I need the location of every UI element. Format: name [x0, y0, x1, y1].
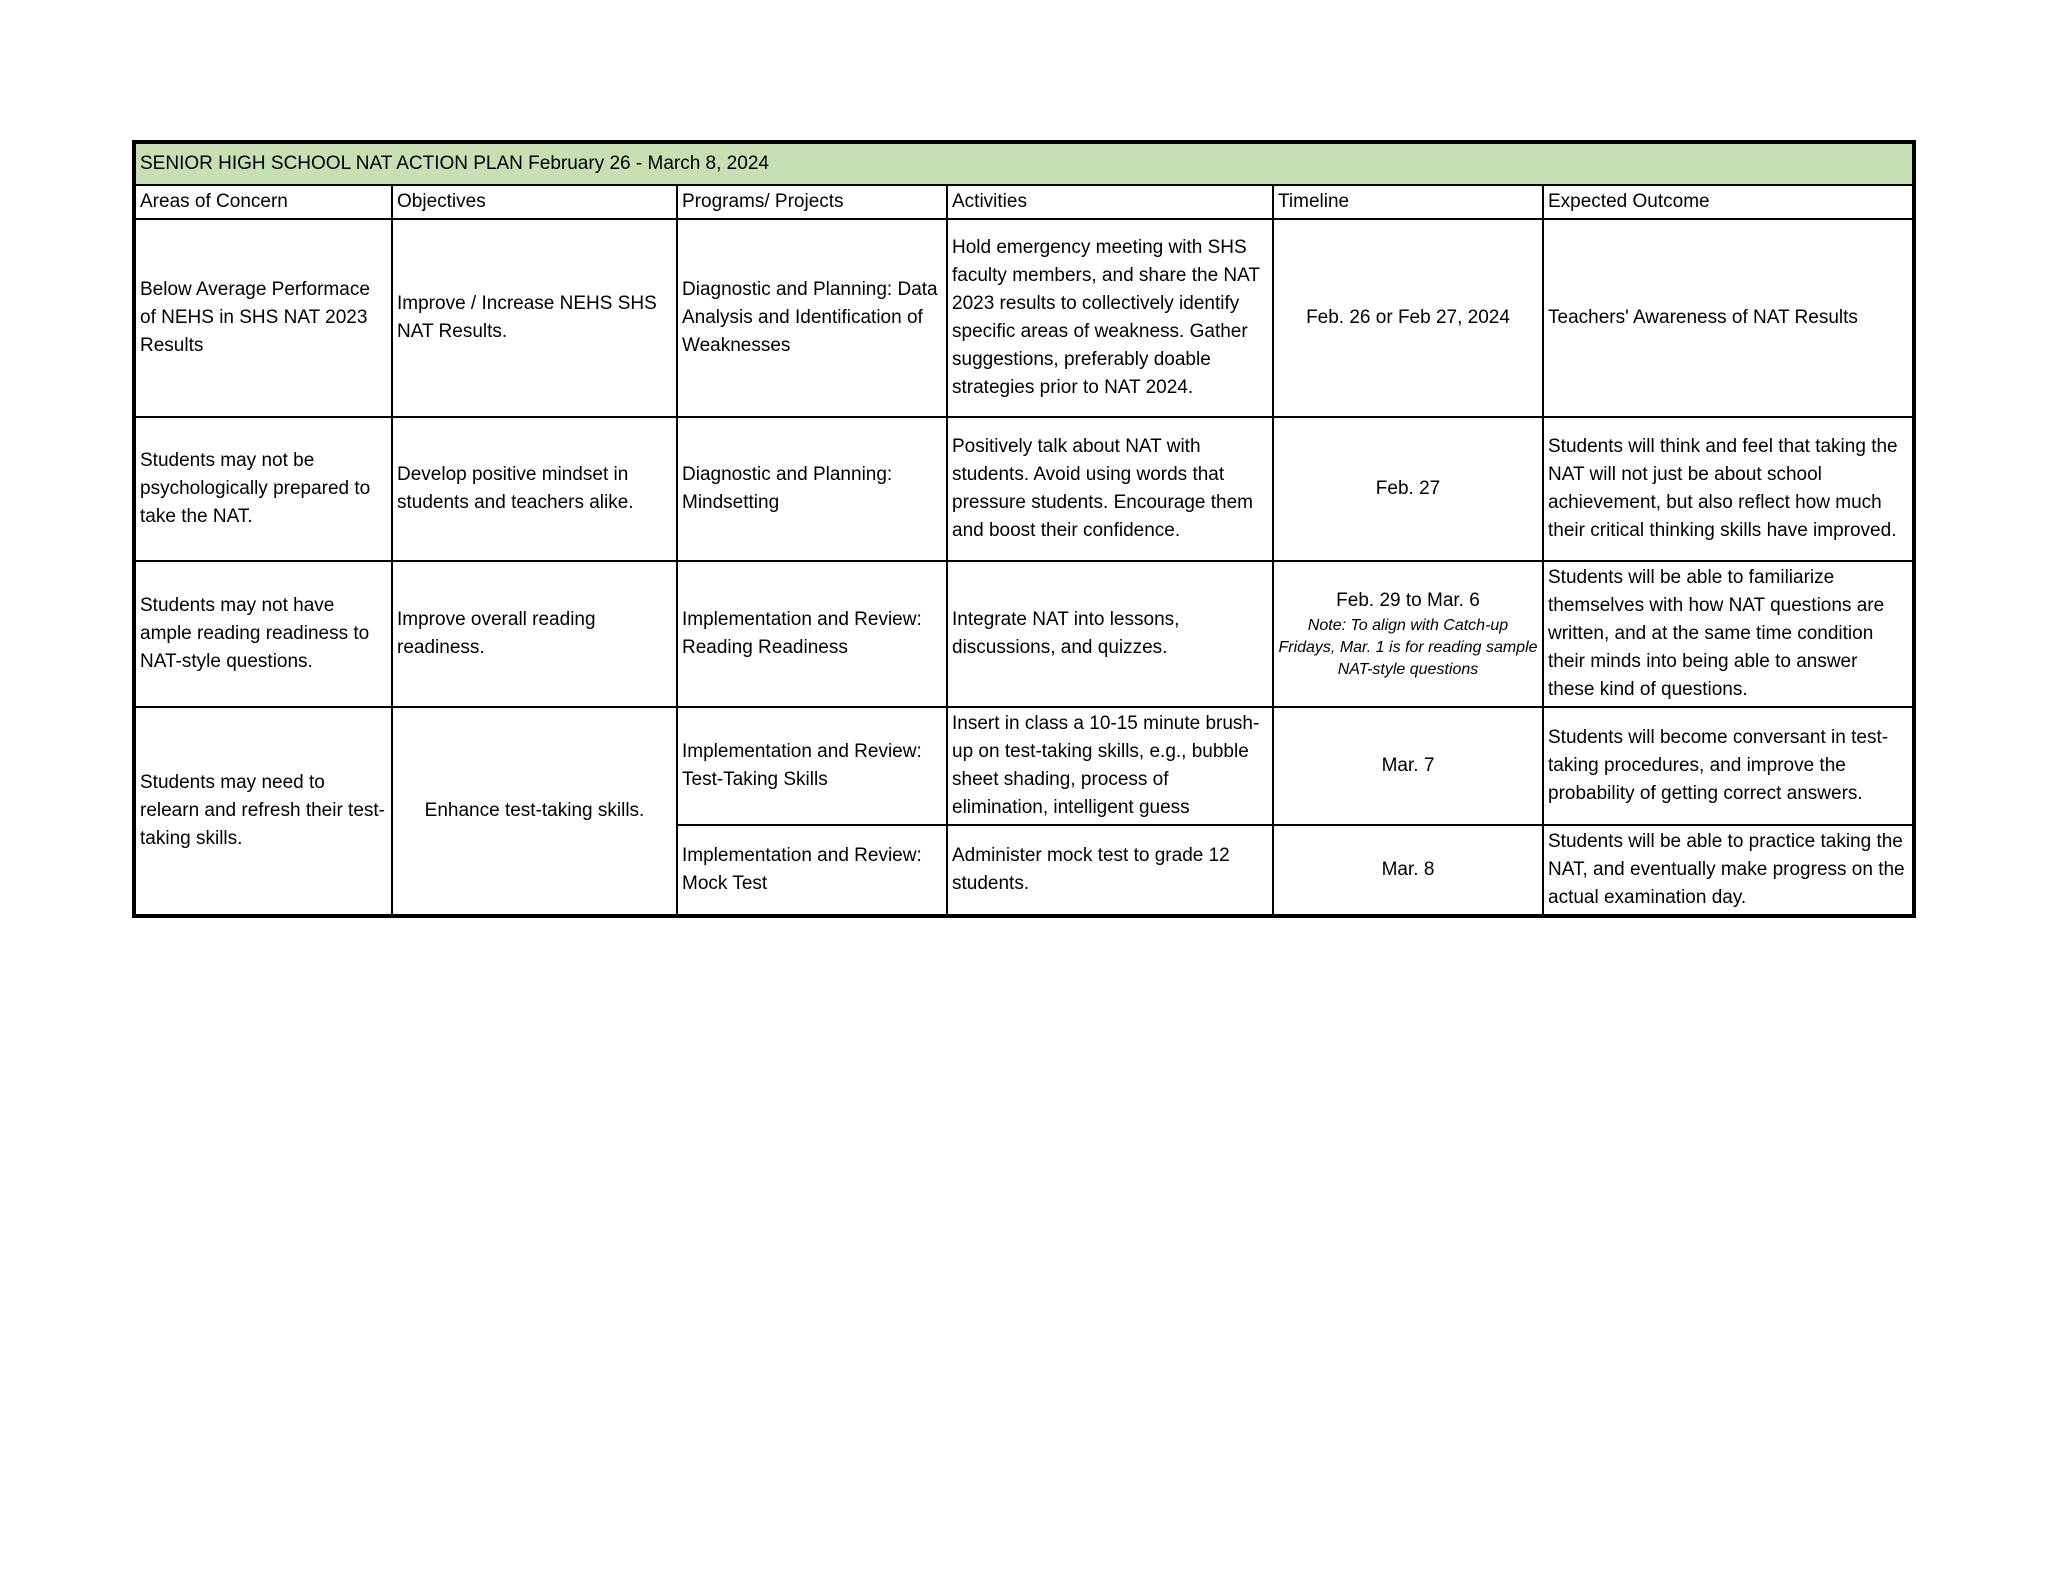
- program-cell: Implementation and Review: Reading Readiness: [677, 561, 947, 707]
- timeline-date: Feb. 29 to Mar. 6: [1336, 590, 1480, 611]
- timeline-note: Note: To align with Catch-up Fridays, Mar. 1 is for reading sample NAT-style questions: [1278, 617, 1538, 678]
- program-cell: Diagnostic and Planning: Data Analysis and Identification of Weaknesses: [677, 219, 947, 417]
- concern-cell: Students may not be psychologically prepared to take the NAT.: [134, 417, 392, 561]
- header-expected-outcome: Expected Outcome: [1543, 185, 1914, 219]
- timeline-cell: Feb. 27: [1273, 417, 1543, 561]
- activity-cell: Integrate NAT into lessons, discussions, and quizzes.: [947, 561, 1273, 707]
- program-cell: Implementation and Review: Test-Taking Skills: [677, 707, 947, 825]
- activity-cell: Hold emergency meeting with SHS faculty members, and share the NAT 2023 results to collectively identify specific areas of weakness. Gather suggestions, preferably doable strategies prior to NAT 2024.: [947, 219, 1273, 417]
- activity-cell: Administer mock test to grade 12 students.: [947, 825, 1273, 916]
- objective-cell: Improve overall reading readiness.: [392, 561, 677, 707]
- header-timeline: Timeline: [1273, 185, 1543, 219]
- outcome-cell: Students will become conversant in test-taking procedures, and improve the probability of getting correct answers.: [1543, 707, 1914, 825]
- table-row: [134, 707, 1914, 825]
- objective-cell: Develop positive mindset in students and teachers alike.: [392, 417, 677, 561]
- objective-cell: Improve / Increase NEHS SHS NAT Results.: [392, 219, 677, 417]
- table-row: [134, 561, 1914, 707]
- header-row: [134, 185, 1914, 219]
- concern-cell: Students may not have ample reading readiness to NAT-style questions.: [134, 561, 392, 707]
- table-row: [134, 219, 1914, 417]
- timeline-cell: Mar. 7: [1273, 707, 1543, 825]
- objective-cell: Enhance test-taking skills.: [392, 707, 677, 916]
- program-cell: Implementation and Review: Mock Test: [677, 825, 947, 916]
- title-row: [134, 142, 1914, 185]
- header-objectives: Objectives: [392, 185, 677, 219]
- timeline-cell: Mar. 8: [1273, 825, 1543, 916]
- header-activities: Activities: [947, 185, 1273, 219]
- header-programs-projects: Programs/ Projects: [677, 185, 947, 219]
- concern-cell: Below Average Performace of NEHS in SHS NAT 2023 Results: [134, 219, 392, 417]
- activity-cell: Insert in class a 10-15 minute brush-up on test-taking skills, e.g., bubble sheet shading, process of elimination, intelligent guess: [947, 707, 1273, 825]
- outcome-cell: Students will be able to familiarize themselves with how NAT questions are written, and at the same time condition their minds into being able to answer these kind of questions.: [1543, 561, 1914, 707]
- concern-cell: Students may need to relearn and refresh their test-taking skills.: [134, 707, 392, 916]
- activity-cell: Positively talk about NAT with students. Avoid using words that pressure students. Encourage them and boost their confidence.: [947, 417, 1273, 561]
- header-areas-of-concern: Areas of Concern: [134, 185, 392, 219]
- table-row: [134, 417, 1914, 561]
- outcome-cell: Students will be able to practice taking the NAT, and eventually make progress on the actual examination day.: [1543, 825, 1914, 916]
- program-cell: Diagnostic and Planning: Mindsetting: [677, 417, 947, 561]
- timeline-cell: Feb. 26 or Feb 27, 2024: [1273, 219, 1543, 417]
- timeline-cell: [1273, 561, 1543, 707]
- outcome-cell: Students will think and feel that taking the NAT will not just be about school achievement, but also reflect how much their critical thinking skills have improved.: [1543, 417, 1914, 561]
- plan-title: SENIOR HIGH SCHOOL NAT ACTION PLAN February 26 - March 8, 2024: [134, 142, 1914, 185]
- action-plan-table: [132, 140, 1916, 918]
- outcome-cell: Teachers' Awareness of NAT Results: [1543, 219, 1914, 417]
